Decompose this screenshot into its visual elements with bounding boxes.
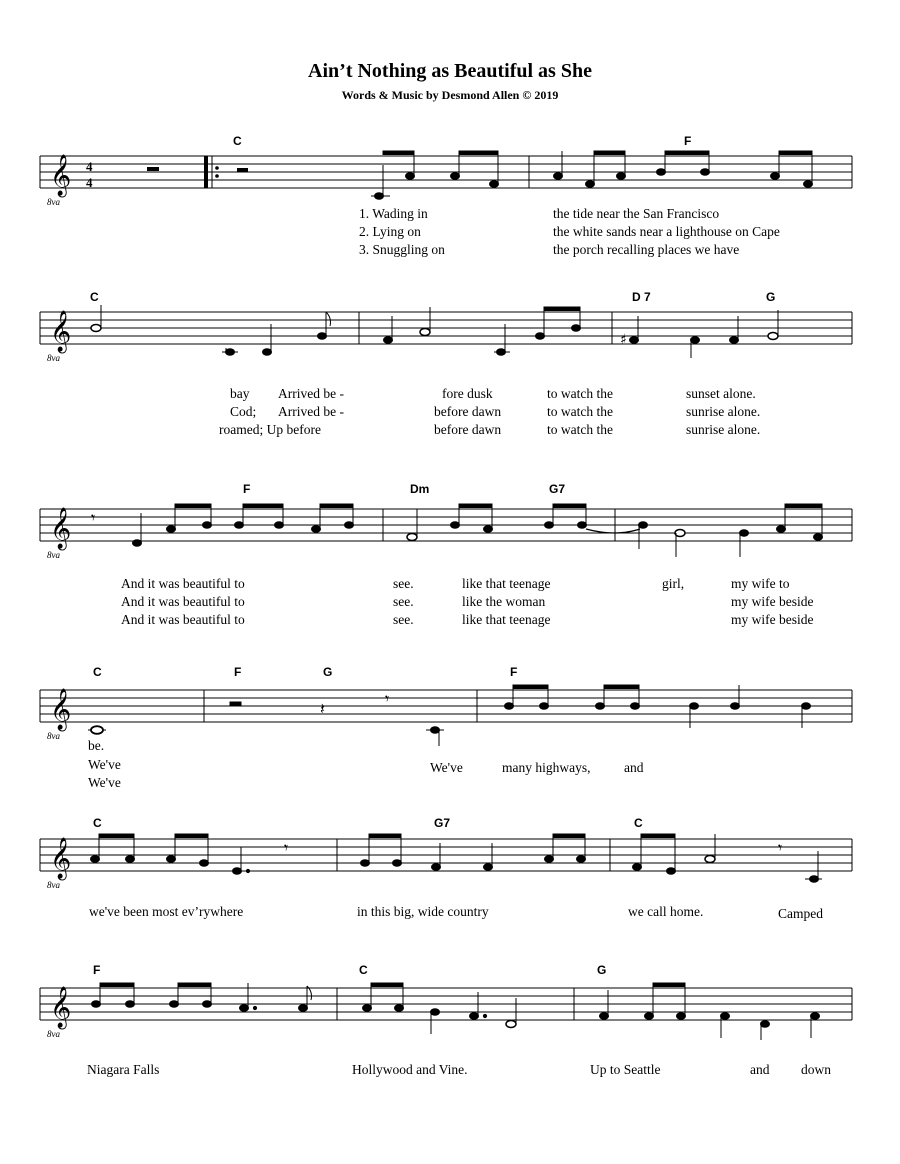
- lyric-verse-1: bay: [230, 386, 250, 401]
- lyric-verse-1: sunset alone.: [686, 386, 756, 401]
- svg-text:𝄾: 𝄾: [284, 838, 289, 857]
- lyric-verse-2: sunrise alone.: [686, 404, 761, 419]
- lyric-verse-1: the tide near the San Francisco: [553, 206, 720, 221]
- notes-measure-14: [633, 834, 823, 882]
- chord-symbol: G7: [434, 816, 451, 830]
- lyric-verse-1: like that teenage: [462, 576, 551, 591]
- chord-symbol: F: [93, 963, 101, 977]
- octave-mark: 8va: [47, 880, 60, 890]
- notes-measure-9: [88, 726, 106, 734]
- octave-mark: 8va: [47, 550, 60, 560]
- lyric-verse-2: see.: [393, 594, 414, 609]
- song-title: Ain’t Nothing as Beautiful as She: [308, 60, 592, 82]
- octave-mark: 8va: [47, 197, 60, 207]
- chord-symbol: C: [90, 290, 99, 304]
- lyric-verse-2: Arrived be -: [278, 404, 344, 419]
- chord-symbol: D 7: [632, 290, 651, 304]
- lyric-verse-3: see.: [393, 612, 414, 627]
- lyric-verse-2: 2. Lying on: [359, 224, 421, 239]
- time-signature-top: 4: [86, 159, 93, 174]
- svg-text:𝄽: 𝄽: [320, 699, 325, 718]
- lyric-refrain: and: [750, 1062, 770, 1077]
- lyric-verse-1: to watch the: [547, 386, 613, 401]
- staff-system-5: [0, 829, 900, 889]
- chord-symbol: G7: [549, 482, 566, 496]
- svg-text:♯: ♯: [620, 332, 627, 348]
- lyric-refrain: we've been most ev’rywhere: [89, 904, 244, 919]
- chord-symbol: C: [93, 816, 102, 830]
- notes-measure-3: [91, 305, 331, 355]
- treble-clef-icon: 𝄞: [50, 155, 72, 196]
- lyric-refrain: and: [624, 760, 644, 775]
- lyric-refrain: Hollywood and Vine.: [352, 1062, 468, 1077]
- lyric-verse-3: roamed; Up before: [219, 422, 321, 437]
- lyric-verse-2: before dawn: [434, 404, 502, 419]
- lyric-verse-3: the porch recalling places we have: [553, 242, 740, 257]
- lyric-verse-3: before dawn: [434, 422, 502, 437]
- chord-symbol: C: [359, 963, 368, 977]
- chord-symbol: C: [233, 134, 242, 148]
- staff-system-2: [0, 302, 900, 362]
- notes-measure-4: [384, 307, 581, 355]
- lyric-verse-1: see.: [393, 576, 414, 591]
- octave-mark: 8va: [47, 353, 60, 363]
- treble-clef-icon: 𝄞: [50, 838, 72, 879]
- repeat-barline: [204, 156, 208, 188]
- lyric-verse-3: 3. Snuggling on: [359, 242, 445, 257]
- lyric-verse-2: like the woman: [462, 594, 546, 609]
- lyric-verse-1: fore dusk: [442, 386, 493, 401]
- svg-text:𝄾: 𝄾: [778, 838, 783, 857]
- notes-measure-1: [371, 151, 499, 199]
- lyric-verse-2: We've: [88, 757, 121, 772]
- chord-symbol: G: [766, 290, 776, 304]
- notes-measure-15: [92, 983, 312, 1011]
- lyric-refrain: down: [801, 1062, 831, 1077]
- chord-symbol: F: [684, 134, 692, 148]
- lyric-verse-1: Arrived be -: [278, 386, 344, 401]
- octave-mark: 8va: [47, 731, 60, 741]
- lyric-refrain: Up to Seattle: [590, 1062, 661, 1077]
- lyric-verse-2: my wife beside: [731, 594, 814, 609]
- chord-symbol: C: [634, 816, 643, 830]
- chord-symbol: Dm: [410, 482, 430, 496]
- lyric-verse-2: Cod;: [230, 404, 257, 419]
- lyric-refrain: we call home.: [628, 904, 704, 919]
- notes-measure-5: [620, 310, 778, 358]
- lyric-verse-2: to watch the: [547, 404, 613, 419]
- treble-clef-icon: 𝄞: [50, 987, 72, 1028]
- lyric-refrain: Niagara Falls: [87, 1062, 160, 1077]
- notes-measure-12: [91, 834, 289, 874]
- lyric-verse-3: sunrise alone.: [686, 422, 761, 437]
- lyric-verse-1: 1. Wading in: [359, 206, 428, 221]
- lyric-verse-1: girl,: [662, 576, 685, 591]
- notes-measure-16: [363, 983, 517, 1034]
- song-credits: Words & Music by Desmond Allen © 2019: [341, 88, 559, 102]
- staff-system-3: [0, 499, 900, 559]
- lyric-verse-3: And it was beautiful to: [121, 612, 245, 627]
- lyric-refrain: many highways,: [502, 760, 591, 775]
- half-rest-icon: [237, 168, 248, 172]
- staff-system-4: [0, 680, 900, 740]
- staff-system-1: [0, 146, 900, 206]
- lyric-verse-3: like that teenage: [462, 612, 551, 627]
- lyric-verse-2: the white sands near a lighthouse on Cape: [553, 224, 780, 239]
- chord-symbol: G: [323, 665, 333, 679]
- lyric-verse-3: We've: [88, 775, 121, 790]
- treble-clef-icon: 𝄞: [50, 508, 72, 549]
- lyric-verse-3: my wife beside: [731, 612, 814, 627]
- lyric-refrain: Camped: [778, 906, 823, 921]
- chord-symbol: G: [597, 963, 607, 977]
- whole-rest-icon: [147, 167, 159, 171]
- svg-text:𝄾: 𝄾: [385, 689, 390, 708]
- lyric-verse-3: to watch the: [547, 422, 613, 437]
- treble-clef-icon: 𝄞: [50, 311, 72, 352]
- lyric-refrain: in this big, wide country: [357, 904, 489, 919]
- lyric-refrain: We've: [430, 760, 463, 775]
- eighth-rest-icon: 𝄾: [91, 508, 96, 527]
- chord-symbol: F: [510, 665, 518, 679]
- time-signature-bottom: 4: [86, 175, 93, 190]
- chord-symbol: C: [93, 665, 102, 679]
- lyric-verse-1: be.: [88, 738, 105, 753]
- notes-measure-8: [639, 504, 823, 557]
- lyric-verse-1: my wife to: [731, 576, 790, 591]
- lyric-verse-2: And it was beautiful to: [121, 594, 245, 609]
- staff-system-6: [0, 978, 900, 1038]
- lyric-verse-1: And it was beautiful to: [121, 576, 245, 591]
- treble-clef-icon: 𝄞: [50, 689, 72, 730]
- chord-symbol: F: [234, 665, 242, 679]
- octave-mark: 8va: [47, 1029, 60, 1039]
- chord-symbol: F: [243, 482, 251, 496]
